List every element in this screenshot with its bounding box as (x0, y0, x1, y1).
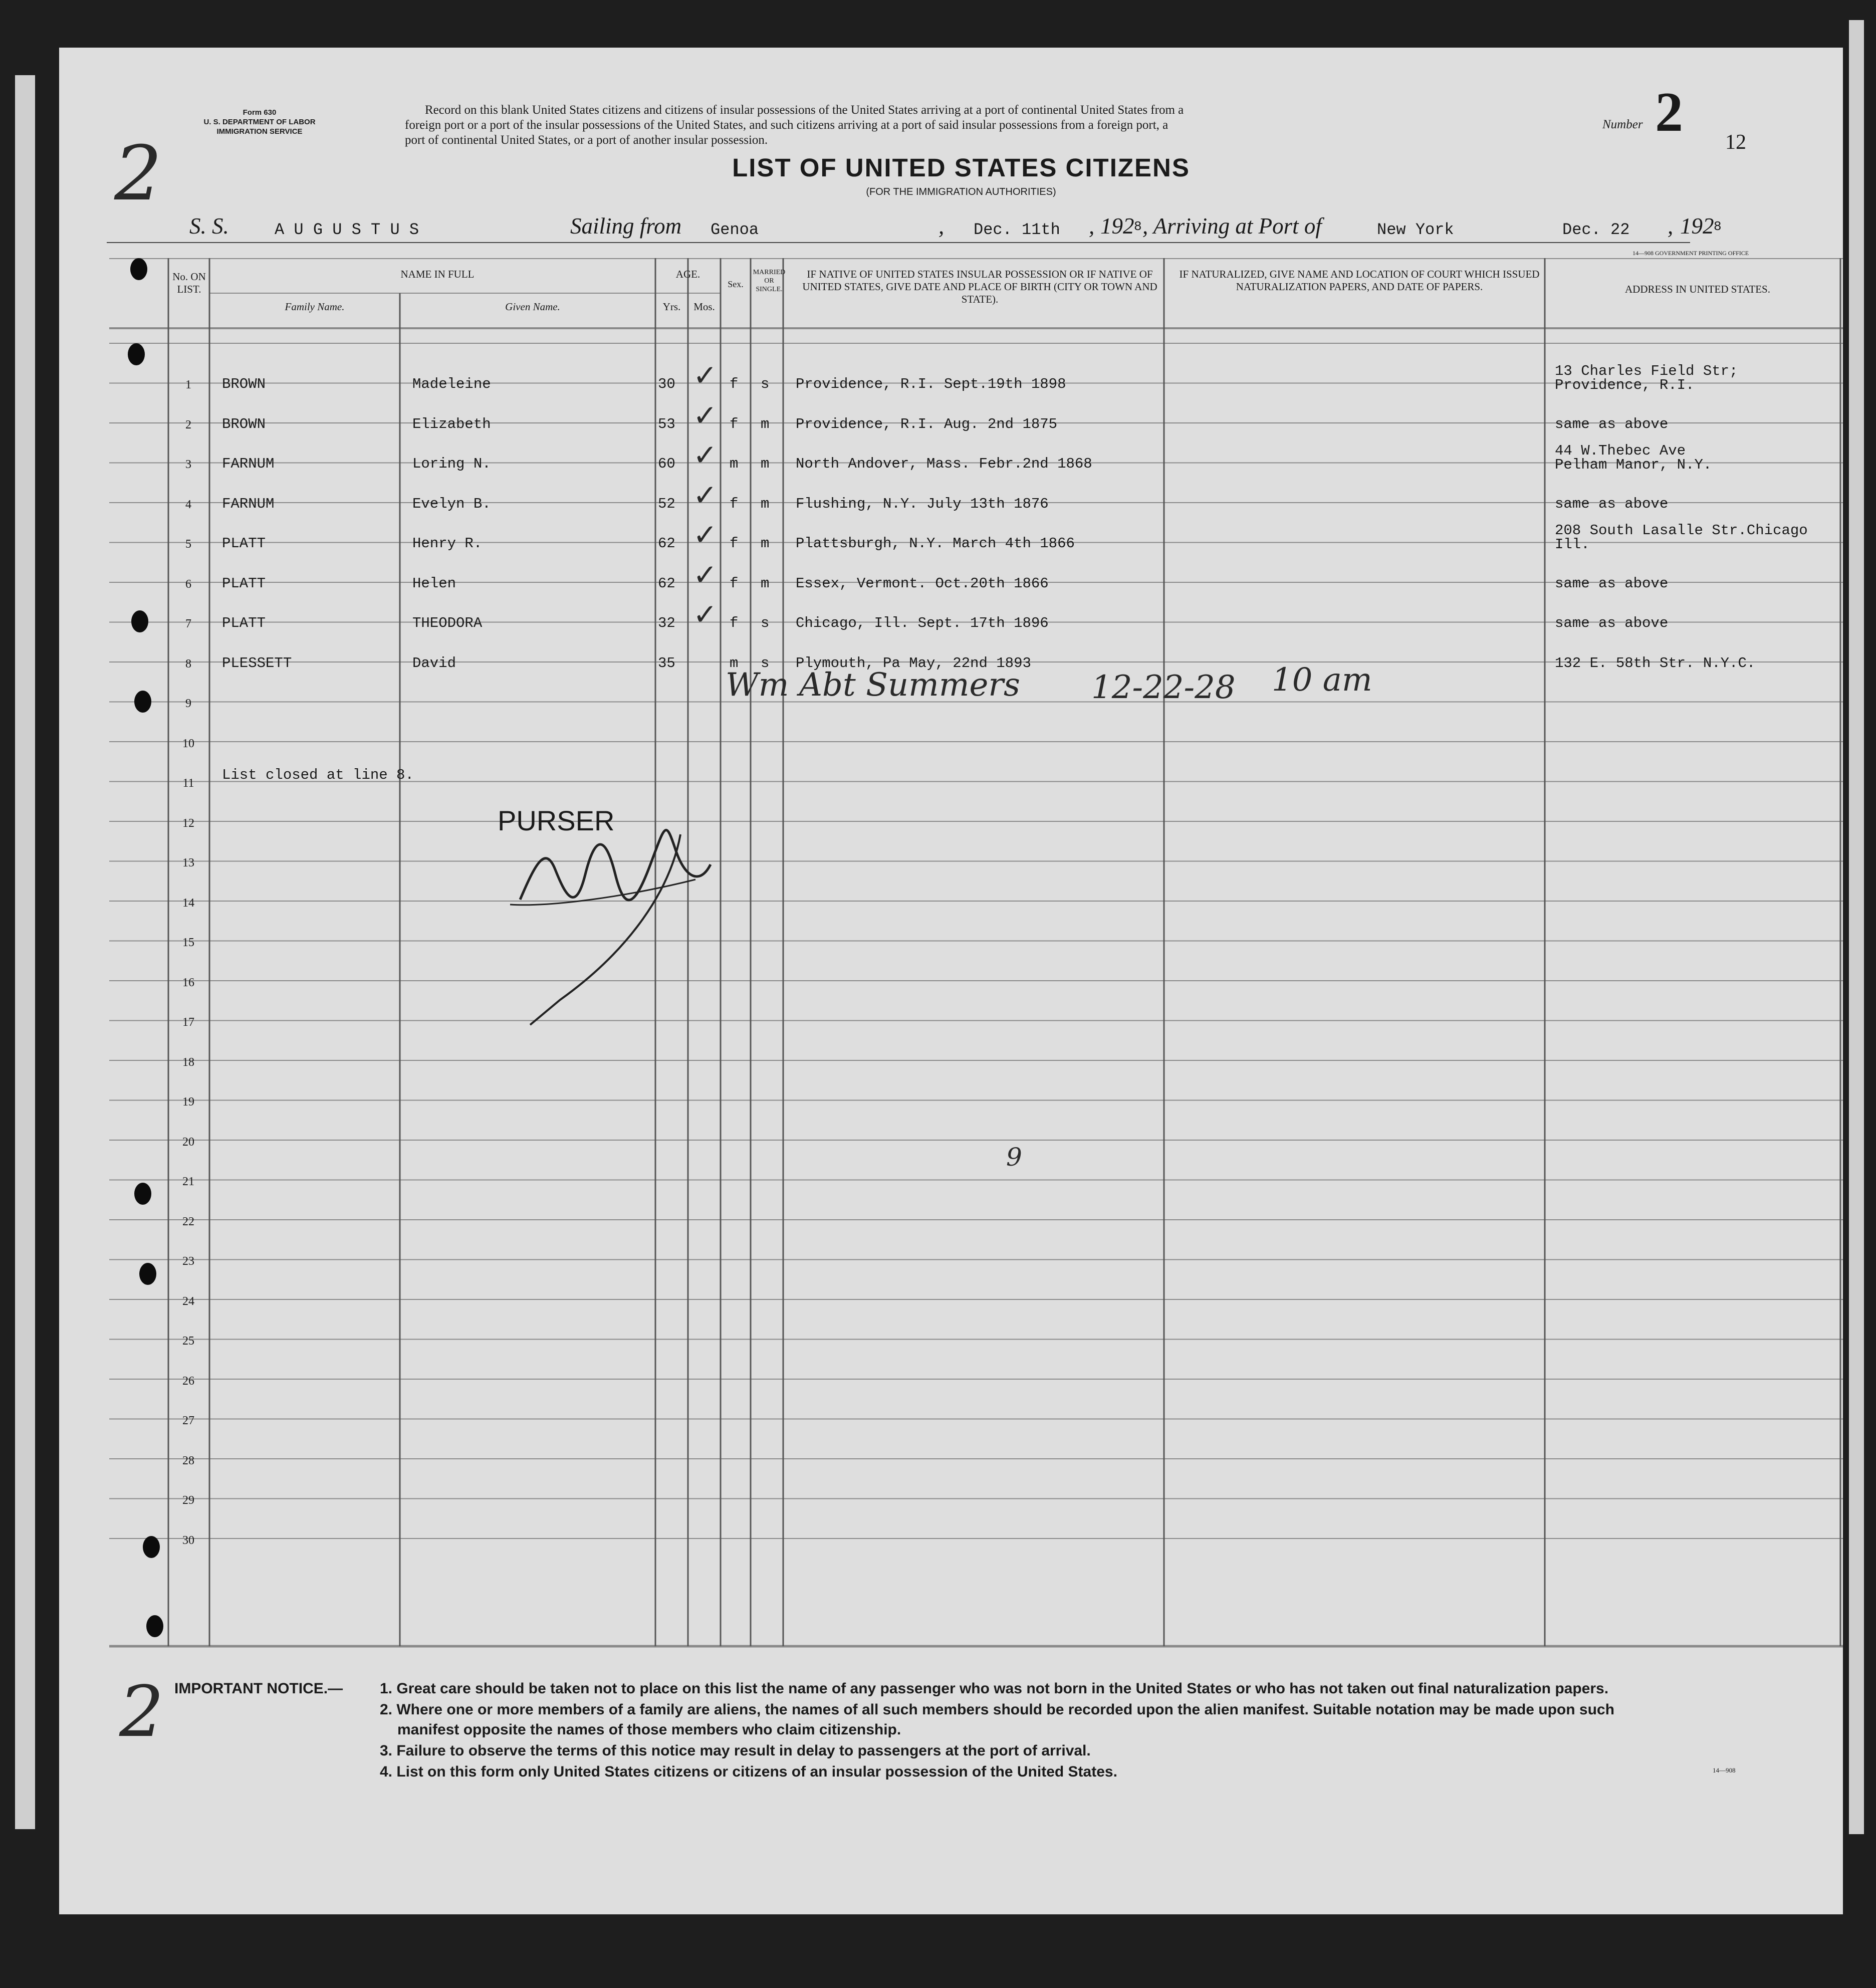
given-name-cell: THEODORA (412, 615, 483, 631)
address-cell: same as above (1555, 575, 1669, 592)
checkmark-icon: ✓ (693, 597, 718, 631)
family-name-cell: PLATT (222, 535, 266, 552)
birth-place-date-cell: Flushing, N.Y. July 13th 1876 (796, 495, 1049, 512)
given-name-cell: Henry R. (412, 535, 483, 552)
instructions-line: foreign port or a port of the insular possessions of the United States, and such citizens arriving at a port of said insular possessions from a foreign port, a (405, 118, 1168, 132)
birth-place-date-cell: Plattsburgh, N.Y. March 4th 1866 (796, 535, 1075, 552)
row-number: 24 (182, 1294, 194, 1308)
handwritten-clearance-time: 10 am (1272, 661, 1372, 699)
number-value: 2 (1655, 81, 1683, 143)
departure-year-digit: 8 (1134, 219, 1142, 234)
sex-cell: m (730, 654, 739, 672)
document-title: LIST OF UNITED STATES CITIZENS (732, 153, 1190, 182)
given-name-cell: Evelyn B. (412, 495, 491, 512)
row-number: 28 (182, 1454, 194, 1467)
row-number: 11 (182, 777, 194, 790)
footer-code: 14—908 (1713, 1766, 1736, 1774)
row-number: 8 (185, 657, 191, 671)
row-number: 16 (182, 976, 194, 989)
binder-hole (143, 1536, 160, 1558)
header-address: ADDRESS IN UNITED STATES. (1625, 283, 1770, 295)
ship-name: A U G U S T U S (275, 220, 419, 239)
address-cell: 208 South Lasalle Str.Chicago (1555, 522, 1808, 539)
form-identifier (164, 108, 355, 136)
header-age: AGE. (675, 268, 700, 280)
binder-hole (130, 258, 147, 280)
row-number: 15 (182, 936, 194, 949)
notice-item-2-cont: manifest opposite the names of those members who claim citizenship. (397, 1721, 901, 1738)
header-given-name: Given Name. (505, 301, 560, 313)
ss-label: S. S. (189, 213, 229, 239)
department: U. S. DEPARTMENT OF LABOR (203, 118, 316, 126)
row-number: 12 (182, 816, 194, 830)
header-yrs: Yrs. (662, 301, 681, 313)
family-name-cell: BROWN (222, 415, 266, 432)
purser-signature (500, 789, 741, 1040)
sex-cell: f (730, 415, 739, 432)
address-cell-line2: Pelham Manor, N.Y. (1555, 457, 1712, 473)
row-number: 5 (185, 538, 191, 551)
port-of-departure: Genoa (711, 220, 759, 239)
notice-margin-mark: 2 (119, 1671, 164, 1753)
adjacent-page-edge-right (1849, 20, 1864, 1834)
checkmark-icon: ✓ (693, 438, 718, 472)
row-number: 29 (182, 1494, 194, 1507)
sheet-number: 12 (1725, 131, 1746, 154)
age-years-cell: 32 (658, 615, 675, 631)
age-years-cell: 30 (658, 376, 675, 392)
age-years-cell: 60 (658, 456, 675, 472)
birth-place-date-cell: Plymouth, Pa May, 22nd 1893 (796, 654, 1031, 672)
closing-note: List closed at line 8. (222, 767, 414, 783)
sex-cell: m (730, 456, 739, 472)
departure-year-prefix: 192 (1100, 213, 1134, 239)
form-number: Form 630 (243, 108, 277, 117)
row-number: 4 (185, 498, 191, 511)
row-number: 14 (182, 896, 194, 910)
sex-cell: f (730, 535, 739, 552)
birth-place-date-cell: North Andover, Mass. Febr.2nd 1868 (796, 456, 1092, 472)
marital-status-cell: s (761, 654, 770, 672)
birth-place-date-cell: Essex, Vermont. Oct.20th 1866 (796, 575, 1049, 592)
row-number: 13 (182, 856, 194, 869)
adjacent-page-edge-left (15, 75, 35, 1829)
row-number: 20 (182, 1135, 194, 1149)
age-years-cell: 52 (658, 495, 675, 512)
row-number: 6 (185, 577, 191, 591)
header-birth: IF NATIVE OF UNITED STATES INSULAR POSSESSION OR IF NATIVE OF UNITED STATES, GIVE DATE AND PLACE OF BIRTH (CITY OR TOWN AND STATE). (802, 268, 1157, 305)
age-years-cell: 62 (658, 575, 675, 592)
header-name-in-full: NAME IN FULL (400, 268, 475, 280)
family-name-cell: BROWN (222, 376, 266, 392)
marital-status-cell: m (761, 415, 770, 432)
birth-place-date-cell: Chicago, Ill. Sept. 17th 1896 (796, 615, 1049, 631)
row-number: 1 (185, 378, 191, 391)
row-number: 7 (185, 617, 191, 630)
row-number: 27 (182, 1414, 194, 1427)
notice-heading: IMPORTANT NOTICE.— (174, 1680, 343, 1697)
binder-hole (134, 691, 151, 713)
family-name-cell: PLESSETT (222, 654, 292, 672)
instructions (405, 103, 1597, 148)
marital-status-cell: s (761, 376, 770, 392)
row-number: 3 (185, 458, 191, 471)
row-number: 22 (182, 1215, 194, 1228)
sex-cell: f (730, 376, 739, 392)
address-cell: same as above (1555, 415, 1669, 432)
notice-item-2: 2. Where one or more members of a family are aliens, the names of all such members should be recorded upon the alien manifest. Suitable notation may be made upon such (380, 1701, 1614, 1718)
row-number: 26 (182, 1374, 194, 1388)
marital-status-cell: m (761, 495, 770, 512)
margin-handwritten-mark: 2 (114, 130, 162, 217)
binder-hole (131, 610, 148, 632)
given-name-cell: Helen (412, 575, 456, 592)
arriving-label: , Arriving at Port of (1142, 213, 1322, 239)
service: IMMIGRATION SERVICE (216, 127, 303, 136)
checkmark-icon: ✓ (693, 557, 718, 592)
manifest-page: Form 630 U. S. DEPARTMENT OF LABOR IMMIGRATION SERVICE Record on this blank United States citizens and citizens of insular possessions of the United States arriving at a port of continental United States from a foreign port or a port of the insular possessions of the United States, and such citizens arriving at a port of said insular possessions from a foreign port, a port of continental United States, or a port of another insular possession. LIST OF UNITED STATES CITIZENS (FOR THE IMMIGRATION AUTHORITIES) Number 2 12 2 S. S. A U G U S T U S Sailing from Genoa , Dec. 11th , 192 8 , Arriving at Port of New York Dec. 22 , 192 8 14—908 GOVERNMENT PRINTING OFFICE No. ON LIST. NAME IN FULL Family Name. Given Name. AGE. Yrs. Mos. Sex. MARRIED OR SINGLE. IF NATIVE OF UNITED STATES INSULAR POSSESSION OR IF NATIVE OF UNITED STATES, GIVE DATE AND PLACE OF BIRTH (CITY OR TOWN AND STATE). IF NATURALIZED, GIVE NAME AND LOCATION OF COURT WHICH ISSUED NATURALIZATION PAPERS, AND DATE OF PAPERS. ADDRESS IN UNITED STATES. 1 2 3 4 5 6 7 8 9 10 11 12 13 14 15 16 17 18 19 20 21 22 23 24 25 26 27 28 29 30 BROWN Madeleine 30 f s Providence, R.I. Sept.19th 1898 13 Charles Field Str; Providence, R.I. ✓ BROWN Elizabeth 53 f m Providence, R.I. Aug. 2nd 1875 same as above ✓ FARNUM Loring N. 60 m m North Andover, Mass. Febr.2nd 1868 44 W.Thebec Ave Pelham Manor, N.Y. ✓ FARNUM Evelyn B. 52 f m Flushing, N.Y. July 13th 1876 same as above ✓ PLATT Henry R. 62 f m Plattsburgh, N.Y. March 4th 1866 208 South Lasalle Str.Chicago Ill. ✓ PLATT Helen 62 f m Essex, Vermont. Oct.20th 1866 same as above ✓ PLATT THEODORA 32 f s Chicago, Ill. Sept. 17th 1896 same as above ✓ PLESSETT David 35 m s Plymouth, Pa May, 22nd 1893 132 E. 58th Str. N.Y.C. List closed at line 8. PURSER Wm Abt Summers 12-22-28 10 am 9 2 IMPORTANT NOTICE.— 1. Great care should be taken not to place on this list the name of any passenger who was not born in the United States or who has not taken out final naturalization papers. 2. Where one or more members of a family are aliens, the names of all such members should be recorded upon the alien manifest. Suitable notation may be made upon such manifest opposite the names of those members who claim citizenship. 3. Failure to observe the terms of this notice may result in delay to passengers at the port of arrival. 4. List on this form only United States citizens or citizens of an insular possession of the United States. 14—908 (59, 48, 1843, 1914)
row-number: 21 (182, 1175, 194, 1188)
family-name-cell: PLATT (222, 575, 266, 592)
purser-label: PURSER (498, 805, 615, 836)
sex-cell: f (730, 495, 739, 512)
row-number: 18 (182, 1055, 194, 1069)
notice-item-4: 4. List on this form only United States citizens or citizens of an insular possession of the United States. (380, 1763, 1117, 1780)
row-number: 25 (182, 1335, 194, 1348)
sex-cell: f (730, 575, 739, 592)
address-cell-line2: Ill. (1555, 536, 1590, 553)
checkmark-icon: ✓ (693, 518, 718, 552)
header-married-or-single: MARRIED OR SINGLE. (753, 269, 786, 293)
address-cell: same as above (1555, 615, 1669, 631)
header-naturalization: IF NATURALIZED, GIVE NAME AND LOCATION OF COURT WHICH ISSUED NATURALIZATION PAPERS, AND DATE OF PAPERS. (1179, 268, 1540, 293)
birth-place-date-cell: Providence, R.I. Aug. 2nd 1875 (796, 415, 1058, 432)
checkmark-icon: ✓ (693, 398, 718, 432)
voyage-underline (107, 242, 1690, 243)
family-name-cell: FARNUM (222, 456, 275, 472)
address-cell: 13 Charles Field Str; (1555, 363, 1738, 379)
header-sex: Sex. (728, 279, 744, 289)
address-cell: 132 E. 58th Str. N.Y.C. (1555, 654, 1756, 672)
row-number: 10 (182, 737, 194, 750)
family-name-cell: PLATT (222, 615, 266, 631)
handwritten-page-mark: 9 (1006, 1143, 1022, 1172)
notice-item-1: 1. Great care should be taken not to place on this list the name of any passenger who was not born in the United States or who has not taken out final naturalization papers. (380, 1680, 1609, 1697)
given-name-cell: Loring N. (412, 456, 491, 472)
marital-status-cell: m (761, 456, 770, 472)
family-name-cell: FARNUM (222, 495, 275, 512)
checkmark-icon: ✓ (693, 478, 718, 512)
given-name-cell: Elizabeth (412, 415, 491, 432)
given-name-cell: David (412, 654, 456, 672)
arrival-year-prefix: 192 (1680, 213, 1714, 239)
age-years-cell: 53 (658, 415, 675, 432)
binder-hole (128, 343, 145, 365)
sex-cell: f (730, 615, 739, 631)
row-number: 30 (182, 1533, 194, 1547)
birth-place-date-cell: Providence, R.I. Sept.19th 1898 (796, 376, 1066, 392)
given-name-cell: Madeleine (412, 376, 491, 392)
binder-hole (134, 1183, 151, 1205)
notice-item-3: 3. Failure to observe the terms of this notice may result in delay to passengers at the port of arrival. (380, 1742, 1091, 1759)
header-mos: Mos. (693, 301, 715, 313)
row-number: 19 (182, 1095, 194, 1109)
row-number: 23 (182, 1255, 194, 1268)
address-cell: 44 W.Thebec Ave (1555, 443, 1686, 459)
marital-status-cell: s (761, 615, 770, 631)
printer-code: 14—908 GOVERNMENT PRINTING OFFICE (1632, 250, 1749, 257)
row-number: 2 (185, 418, 191, 431)
header-no-on-list: No. ON LIST. (172, 271, 206, 295)
handwritten-clearance-name: Wm Abt Summers (726, 667, 1020, 704)
document-subtitle: (FOR THE IMMIGRATION AUTHORITIES) (866, 186, 1056, 197)
instructions-line: port of continental United States, or a port of another insular possession. (405, 133, 768, 147)
row-number: 17 (182, 1016, 194, 1029)
marital-status-cell: m (761, 575, 770, 592)
number-label: Number (1602, 118, 1643, 131)
binder-hole (146, 1615, 163, 1637)
age-years-cell: 62 (658, 535, 675, 552)
sailing-from-label: Sailing from (570, 213, 682, 239)
handwritten-clearance-date: 12-22-28 (1091, 669, 1236, 706)
header-family-name: Family Name. (285, 301, 345, 313)
age-years-cell: 35 (658, 654, 675, 672)
arrival-date: Dec. 22 (1562, 220, 1630, 239)
departure-date: Dec. 11th (974, 220, 1060, 239)
address-cell-line2: Providence, R.I. (1555, 377, 1695, 393)
marital-status-cell: m (761, 535, 770, 552)
arrival-year-digit: 8 (1714, 219, 1722, 234)
checkmark-icon: ✓ (693, 358, 718, 392)
instructions-line: Record on this blank United States citizens and citizens of insular possessions of the United States arriving at a port of continental United States from a (425, 103, 1184, 117)
address-cell: same as above (1555, 495, 1669, 512)
port-of-arrival: New York (1377, 220, 1454, 239)
binder-hole (139, 1263, 156, 1285)
row-number: 9 (185, 697, 191, 710)
